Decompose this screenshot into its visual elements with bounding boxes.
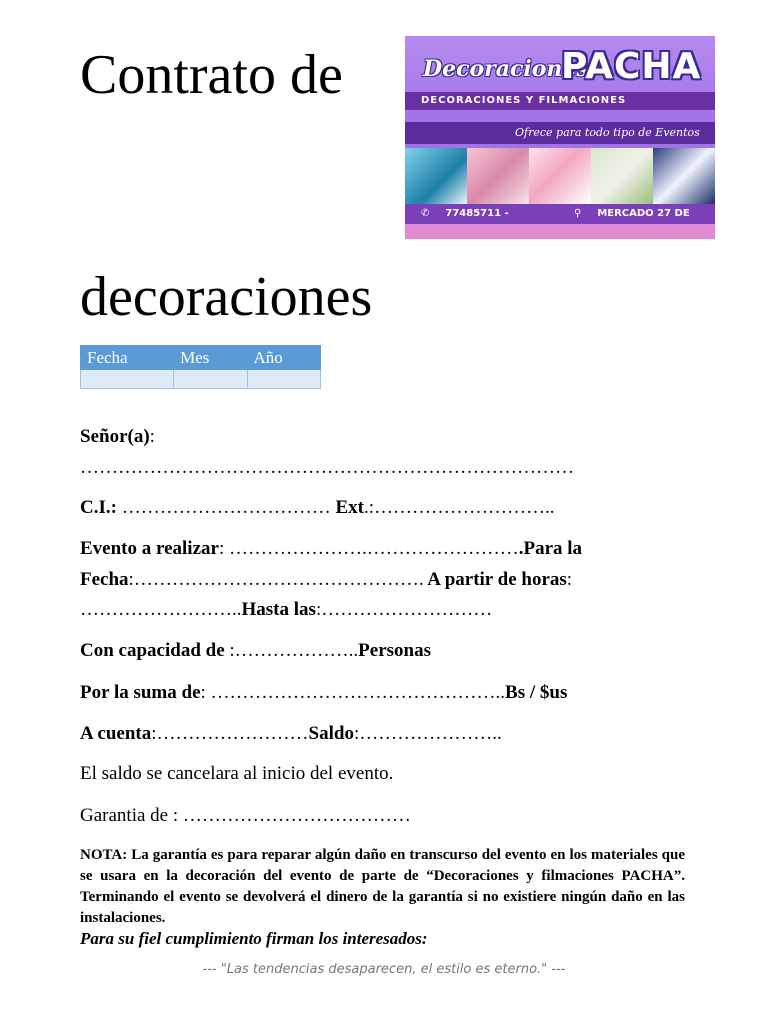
- acuenta-dots: :……………………: [151, 723, 309, 744]
- logo-location: MERCADO 27 DE: [597, 208, 690, 219]
- suma-field: [80, 682, 567, 704]
- location-pin-icon: ⚲: [573, 208, 582, 219]
- title-line-1: Contrato de: [80, 44, 343, 106]
- logo-subtitle: DECORACIONES Y FILMACIONES: [405, 92, 715, 110]
- evento-field: [80, 538, 582, 560]
- nota-label: NOTA:: [80, 847, 128, 863]
- date-table: [80, 345, 321, 389]
- logo-brand: [405, 44, 715, 94]
- acuenta-label: A cuenta: [80, 723, 152, 744]
- evento-label: Evento a realizar: [80, 538, 219, 559]
- logo-tagline: Ofrece para todo tipo de Eventos: [405, 122, 715, 144]
- event-photo: [653, 148, 715, 204]
- signature-statement: Para su fiel cumplimiento firman los interesados:: [80, 929, 428, 948]
- capacidad-label: Con capacidad de: [80, 640, 225, 661]
- acuenta-field: [80, 723, 502, 745]
- ci-label: C.I.:: [80, 497, 117, 518]
- logo-phones: 77485711 -: [445, 208, 509, 219]
- hasta-dots: :………………………: [315, 599, 493, 620]
- nota-paragraph: [80, 845, 685, 929]
- date-header-ano: Año: [247, 346, 320, 370]
- saldo-dots: :…………………..: [353, 723, 502, 744]
- logo-brand-name: PACHA: [561, 46, 702, 87]
- saldo-note: El saldo se cancelara al inicio del evento.: [80, 763, 394, 784]
- title-line-2: decoraciones: [80, 266, 373, 328]
- senor-line: ……………………………………………………………………: [80, 457, 574, 478]
- fecha-field: [80, 569, 572, 591]
- phone-icon: ✆: [421, 208, 430, 219]
- event-photo: [467, 148, 529, 204]
- date-header-mes: Mes: [174, 346, 247, 370]
- logo-bottom-band: [405, 224, 715, 239]
- senor-label: Señor(a): [80, 426, 150, 447]
- logo-photo-strip: [405, 148, 715, 204]
- nota-text: La garantía es para reparar algún daño en transcurso del evento en los materiales que se usara en la decoración del evento de parte de “Decoraciones y filmaciones PACHA”. Terminando el evento se devolverá el dinero de la garantía si no existiere ningún daño en las instalaciones.: [80, 847, 685, 926]
- date-header-fecha: Fecha: [81, 346, 174, 370]
- suma-dots: : ………………………………………..: [200, 682, 506, 703]
- personas-label: Personas: [358, 640, 431, 661]
- date-cell-fecha[interactable]: [81, 370, 174, 389]
- hasta-label: Hasta las: [241, 599, 316, 620]
- senor-field: Señor(a):: [80, 426, 155, 447]
- apartir-label: A partir de horas: [423, 569, 567, 590]
- evento-dots: : ………………….……………………: [218, 538, 519, 559]
- saldo-label: Saldo: [308, 723, 354, 744]
- ci-dots: ……………………………: [121, 497, 331, 518]
- ci-field: [80, 497, 554, 519]
- hasta-field: [80, 599, 492, 621]
- capacidad-dots: :………………..: [224, 640, 359, 661]
- garantia-field: Garantia de : ………………………………: [80, 805, 411, 826]
- logo-contact: [405, 204, 715, 224]
- suma-label: Por la suma de: [80, 682, 201, 703]
- event-photo: [591, 148, 653, 204]
- ext-label: Ext: [335, 497, 364, 518]
- fecha-dots: :……………………………………….: [128, 569, 424, 590]
- event-photo: [405, 148, 467, 204]
- event-photo: [529, 148, 591, 204]
- logo-brand-script: Decoraciones": [423, 56, 601, 82]
- date-cell-ano[interactable]: [247, 370, 320, 389]
- fecha-label: Fecha: [80, 569, 129, 590]
- capacidad-field: [80, 640, 431, 662]
- ext-dots: .:………………………..: [363, 497, 555, 518]
- para-la-label: .Para la: [518, 538, 583, 559]
- date-cell-mes[interactable]: [174, 370, 247, 389]
- hasta-dots-pre: ……………………..: [80, 599, 242, 620]
- apartir-colon: :: [566, 569, 573, 590]
- footer-quote: --- "Las tendencias desaparecen, el estilo es eterno." ---: [202, 962, 566, 977]
- moneda-label: Bs / $us: [505, 682, 568, 703]
- company-logo: [405, 36, 715, 239]
